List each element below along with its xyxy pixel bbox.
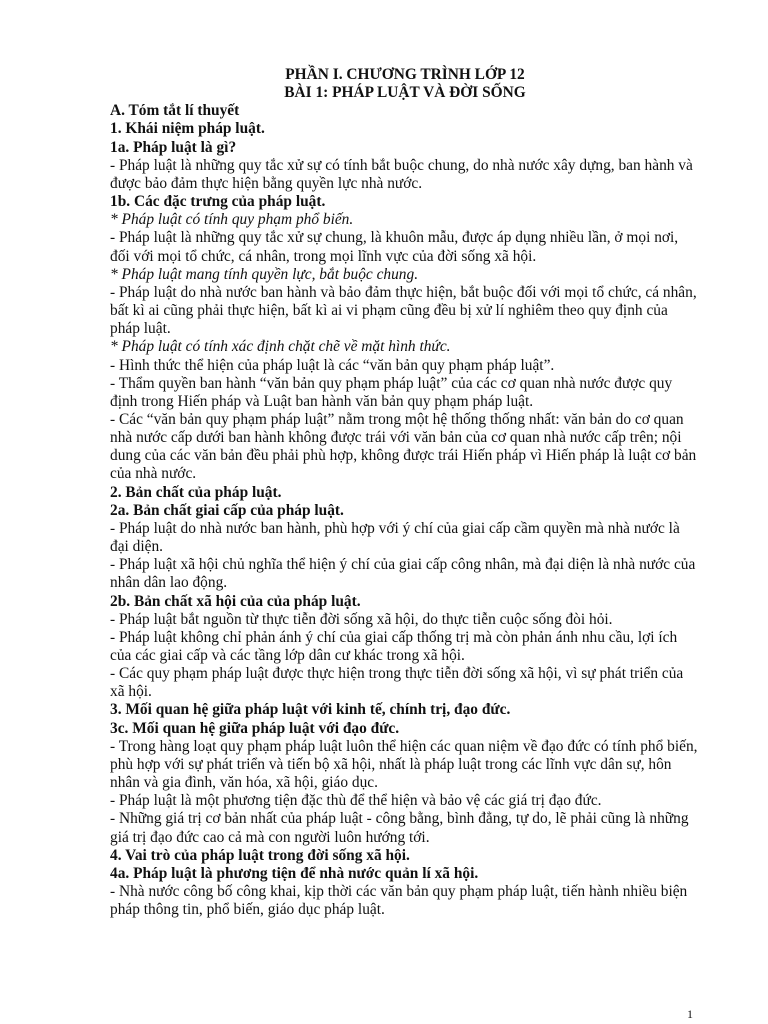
paragraph: - Pháp luật là những quy tắc xử sự có tính bắt buộc chung, do nhà nước xây dựng, ban hành và được bảo đảm thực hiện bằng quyền lực nhà nước. bbox=[110, 156, 693, 192]
heading: 1a. Pháp luật là gì? bbox=[110, 138, 237, 156]
heading: 2b. Bản chất xã hội của của pháp luật. bbox=[110, 592, 361, 610]
paragraph: - Pháp luật bắt nguồn từ thực tiễn đời sống xã hội, do thực tiễn cuộc sống đòi hỏi. bbox=[110, 610, 613, 628]
paragraph: - Pháp luật không chỉ phản ánh ý chí của giai cấp thống trị mà còn phản ánh nhu cầu, lợi ích của các giai cấp và các tầng lớp dân cư khác trong xã hội. bbox=[110, 628, 678, 664]
paragraph: - Thẩm quyền ban hành “văn bản quy phạm pháp luật” của các cơ quan nhà nước được quy định trong Hiến pháp và Luật ban hành văn bản quy phạm pháp luật. bbox=[110, 374, 673, 410]
heading: 2a. Bản chất giai cấp của pháp luật. bbox=[110, 501, 344, 519]
heading: 2. Bản chất của pháp luật. bbox=[110, 483, 282, 501]
paragraph: - Pháp luật là những quy tắc xử sự chung, là khuôn mẫu, được áp dụng nhiều lần, ở mọi nơi, đối với mọi tổ chức, cá nhân, trong mọi lĩnh vực của đời sống xã hội. bbox=[110, 229, 679, 265]
paragraph: - Hình thức thể hiện của pháp luật là các “văn bản quy phạm pháp luật”. bbox=[110, 356, 555, 374]
paragraph: - Pháp luật do nhà nước ban hành, phù hợp với ý chí của giai cấp cầm quyền mà nhà nước là đại diện. bbox=[110, 519, 680, 556]
heading: 4a. Pháp luật là phương tiện để nhà nước quản lí xã hội. bbox=[110, 864, 479, 882]
paragraph: - Pháp luật xã hội chủ nghĩa thể hiện ý chí của giai cấp công nhân, mà đại diện là nhà nước của nhân dân lao động. bbox=[110, 556, 696, 592]
lesson-title: BÀI 1: PHÁP LUẬT VÀ ĐỜI SỐNG bbox=[284, 84, 526, 102]
heading: 3c. Mối quan hệ giữa pháp luật với đạo đức. bbox=[110, 719, 400, 737]
section-title: PHẦN I. CHƯƠNG TRÌNH LỚP 12 bbox=[285, 66, 525, 83]
paragraph: - Nhà nước công bố công khai, kịp thời các văn bản quy phạm pháp luật, tiến hành nhiều biện pháp thông tin, phổ biến, giáo dục pháp luật. bbox=[110, 883, 688, 919]
italic-subheading: * Pháp luật có tính xác định chặt chẽ về mặt hình thức. bbox=[110, 338, 451, 356]
paragraph: - Các “văn bản quy phạm pháp luật” nằm trong một hệ thống thống nhất: văn bản do cơ quan nhà nước cấp dưới ban hành không được trái với văn bản của cơ quan nhà nước cấp trên; nội dung của các văn bản đều phải phù hợp, không được trái Hiến pháp vì Hiến pháp là luật cơ bản của nhà nước. bbox=[110, 410, 697, 483]
paragraph: - Các quy phạm pháp luật được thực hiện trong thực tiễn đời sống xã hội, vì sự phát triển của xã hội. bbox=[110, 665, 684, 701]
document-page bbox=[110, 66, 700, 919]
heading: 3. Mối quan hệ giữa pháp luật với kinh tế, chính trị, đạo đức. bbox=[110, 701, 511, 719]
paragraph: - Pháp luật do nhà nước ban hành và bảo đảm thực hiện, bắt buộc đối với mọi tổ chức, cá nhân, bất kì ai cũng phải thực hiện, bất kì ai vi phạm cũng đều bị xử lí nghiêm theo quy định của pháp luật. bbox=[110, 283, 697, 338]
italic-subheading: * Pháp luật có tính quy phạm phổ biến. bbox=[110, 211, 354, 229]
heading: A. Tóm tắt lí thuyết bbox=[110, 102, 240, 120]
paragraph: - Trong hàng loạt quy phạm pháp luật luôn thể hiện các quan niệm về đạo đức có tính phổ biến, phù hợp với sự phát triển và tiến bộ xã hội, nhất là pháp luật trong các lĩnh vực dân sự, hôn nhân và gia đình, văn hóa, xã hội, giáo dục. bbox=[110, 737, 698, 792]
heading: 1b. Các đặc trưng của pháp luật. bbox=[110, 193, 326, 211]
paragraph: - Những giá trị cơ bản nhất của pháp luật - công bằng, bình đẳng, tự do, lẽ phải cũng là những giá trị đạo đức cao cả mà con người luôn hướng tới. bbox=[110, 810, 689, 846]
heading: 4. Vai trò của pháp luật trong đời sống xã hội. bbox=[110, 846, 410, 864]
italic-subheading: * Pháp luật mang tính quyền lực, bắt buộc chung. bbox=[110, 265, 419, 283]
paragraph: - Pháp luật là một phương tiện đặc thù để thể hiện và bảo vệ các giá trị đạo đức. bbox=[110, 792, 602, 810]
heading: 1. Khái niệm pháp luật. bbox=[110, 120, 265, 138]
document-body bbox=[110, 102, 700, 919]
page-number: 1 bbox=[687, 1007, 693, 1021]
